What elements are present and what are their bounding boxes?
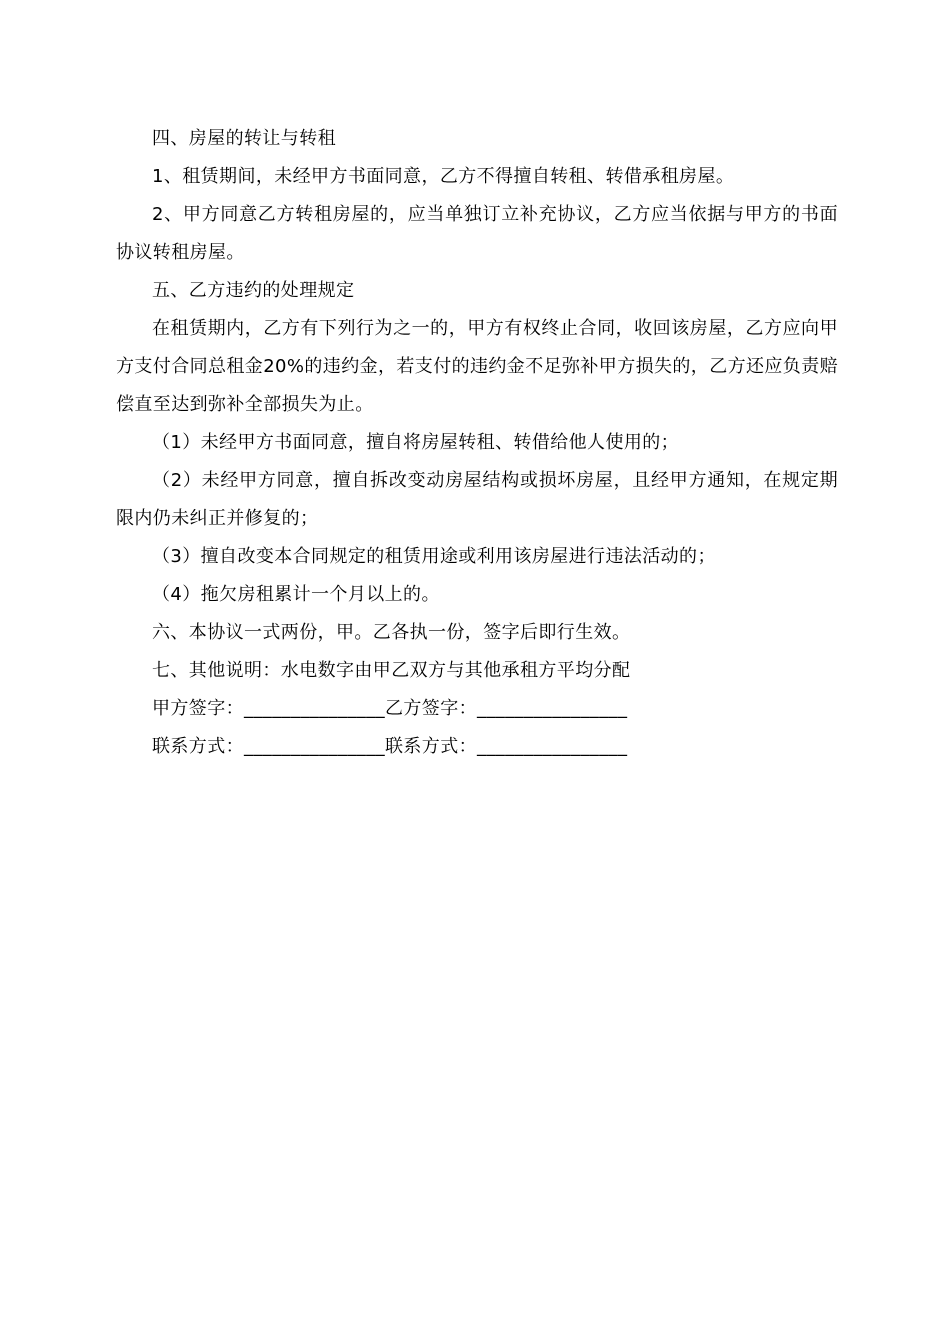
section-copies: 六、本协议一式两份，甲。乙各执一份，签字后即行生效。 — [152, 622, 631, 643]
breach-item-3: （3）擅自改变本合同规定的租赁用途或利用该房屋进行违法活动的； — [152, 546, 716, 567]
breach-intro: 在租赁期内，乙方有下列行为之一的，甲方有权终止合同，收回该房屋，乙方应向甲方支付合同总租金20%的违约金，若支付的违约金不足弥补甲方损失的，乙方还应负责赔偿直至达到弥补全部损失为止。 — [116, 318, 839, 415]
breach-item-4: （4）拖欠房租累计一个月以上的。 — [152, 584, 440, 605]
clause-2: 2、甲方同意乙方转租房屋的，应当单独订立补充协议，乙方应当依据与甲方的书面协议转租房屋。 — [116, 204, 838, 263]
section-heading-breach: 五、乙方违约的处理规定 — [152, 280, 355, 301]
section-other-notes: 七、其他说明：水电数字由甲乙双方与其他承租方平均分配 — [152, 660, 631, 681]
clause-1: 1、租赁期间，未经甲方书面同意，乙方不得擅自转租、转借承租房屋。 — [152, 166, 735, 187]
signature-line: 甲方签字：_______________乙方签字：________________ — [152, 698, 628, 719]
contact-line: 联系方式：_______________联系方式：________________ — [152, 736, 628, 757]
section-heading-transfer: 四、房屋的转让与转租 — [152, 128, 336, 149]
breach-item-2: （2）未经甲方同意，擅自拆改变动房屋结构或损坏房屋，且经甲方通知，在规定期限内仍未纠正并修复的； — [116, 470, 838, 529]
breach-item-1: （1）未经甲方书面同意，擅自将房屋转租、转借给他人使用的； — [152, 432, 680, 453]
document-body — [116, 120, 838, 766]
